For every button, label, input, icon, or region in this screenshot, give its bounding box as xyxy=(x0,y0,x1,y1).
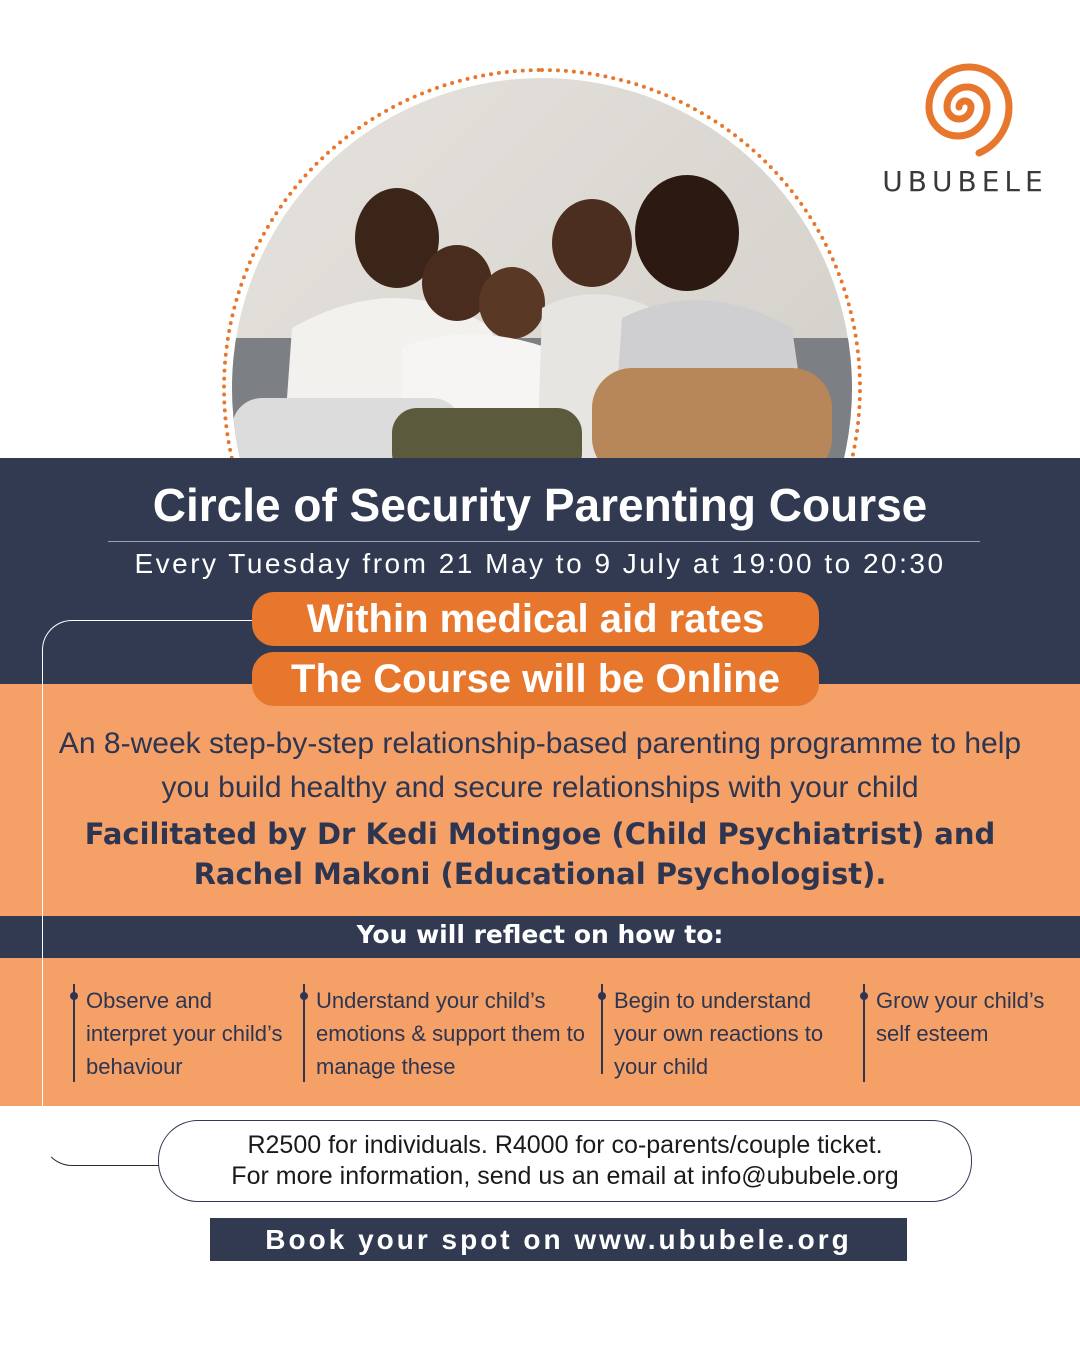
bullet-dot-icon xyxy=(598,992,606,1000)
photo-clip xyxy=(0,0,1080,458)
list-item xyxy=(303,984,596,1082)
title-divider xyxy=(108,541,980,542)
list-item xyxy=(73,984,286,1082)
contact-line[interactable]: For more information, send us an email at info@ububele.org xyxy=(231,1162,899,1190)
facilitators-text: Facilitated by Dr Kedi Motingoe (Child Psychiatrist) and Rachel Makoni (Educational Psychologist). xyxy=(84,817,996,891)
bullet-dot-icon xyxy=(860,992,868,1000)
logo-text: UBUBELE xyxy=(882,165,1048,198)
bullet-dot-icon xyxy=(300,992,308,1000)
point-text: Observe and interpret your child’s behaviour xyxy=(86,988,283,1079)
list-item xyxy=(601,984,854,1079)
course-description: An 8-week step-by-step relationship-based parenting programme to help you build healthy and secure relationships with your child xyxy=(58,727,1022,804)
pricing-box xyxy=(158,1120,972,1202)
bullet-dot-icon xyxy=(70,992,78,1000)
reflect-heading: You will reflect on how to: xyxy=(356,920,724,949)
point-text: Understand your child’s emotions & support them to manage these xyxy=(316,988,586,1079)
page-title: Circle of Security Parenting Course xyxy=(152,479,928,531)
list-item xyxy=(863,984,1056,1082)
pricing-line: R2500 for individuals. R4000 for co-parents/couple ticket. xyxy=(247,1131,883,1159)
family-photo xyxy=(232,78,852,458)
point-text: Begin to understand your own reactions to your child xyxy=(614,988,824,1079)
point-text: Grow your child’s self esteem xyxy=(876,988,1045,1046)
medical-aid-badge: Within medical aid rates xyxy=(252,592,819,646)
book-spot-link[interactable]: Book your spot on www.ububele.org xyxy=(210,1218,907,1261)
online-badge: The Course will be Online xyxy=(252,652,819,706)
schedule-text: Every Tuesday from 21 May to 9 July at 19:00 to 20:30 xyxy=(134,548,946,579)
